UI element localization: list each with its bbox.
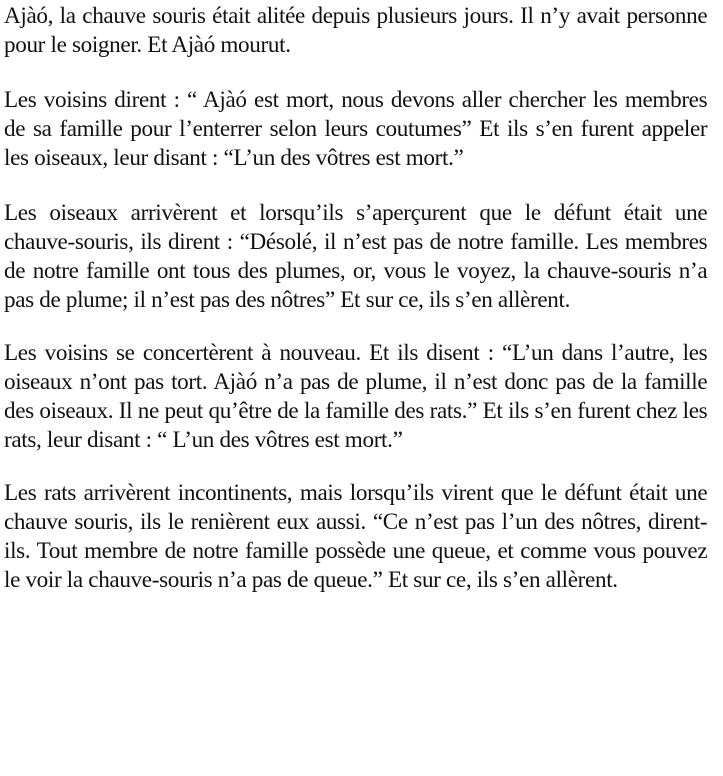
paragraph-2: Les voisins dirent : “ Ajàó est mort, nous devons aller chercher les membres de sa famille pour l’enterrer selon leurs coutumes” Et ils s’en furent appeler les oiseaux, leur disant : “L’un des vôtres est mort.” bbox=[4, 87, 708, 171]
paragraph-5: Les rats arrivèrent incontinents, mais lorsqu’ils virent que le défunt était une chauve souris, ils le renièrent eux aussi. “Ce n’est pas l’un des nôtres, dirent-ils. Tout membre de notre famille possède une queue, et comme vous pouvez le voir la chauve-souris n’a pas de queue.” Et sur ce, ils s’en allèrent. bbox=[4, 480, 708, 593]
paragraph-4: Les voisins se concertèrent à nouveau. Et ils disent : “L’un dans l’autre, les oiseaux n’ont pas tort. Ajàó n’a pas de plume, il n’est donc pas de la famille des oiseaux. Il ne peut qu’être de la famille des rats.” Et ils s’en furent chez les rats, leur disant : “ L’un des vôtres est mort.” bbox=[4, 340, 708, 453]
paragraph-3: Les oiseaux arrivèrent et lorsqu’ils s’aperçurent que le défunt était une chauve-souris, ils dirent : “Désolé, il n’est pas de notre famille. Les membres de notre famille ont tous des plumes, or, vous le voyez, la chauve-souris n’a pas de plume; il n’est pas des nôtres” Et sur ce, ils s’en allèrent. bbox=[4, 200, 708, 313]
document-page bbox=[4, 2, 707, 614]
paragraph-1: Ajàó, la chauve souris était alitée depuis plusieurs jours. Il n’y avait personne pour le soigner. Et Ajàó mourut. bbox=[4, 3, 708, 58]
